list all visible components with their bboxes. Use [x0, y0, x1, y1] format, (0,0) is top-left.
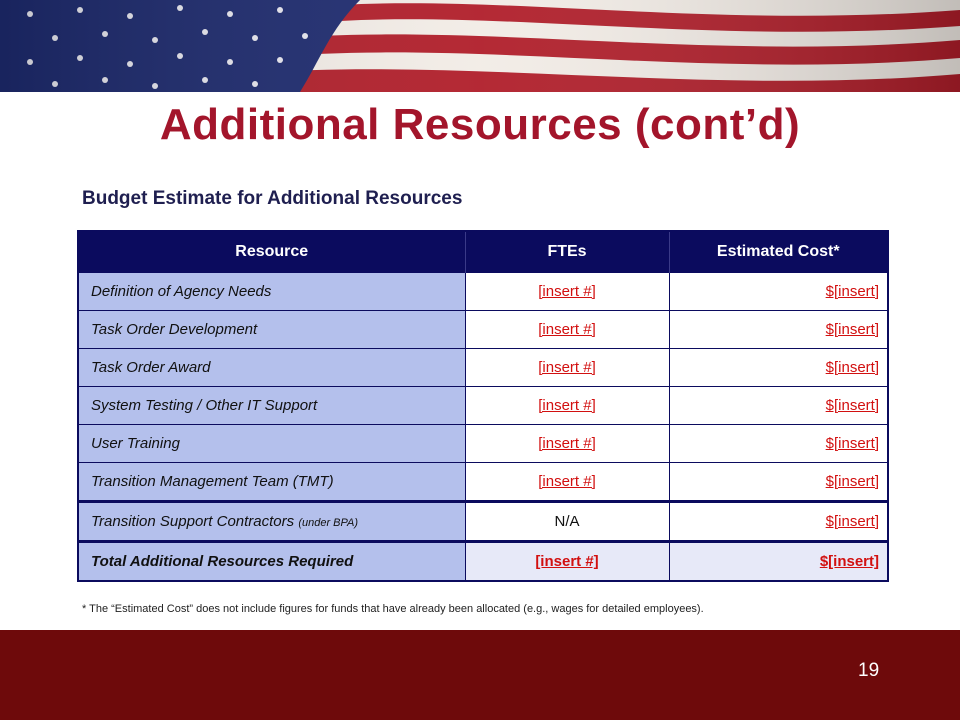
footnote: * The “Estimated Cost” does not include figures for funds that have already been allocated (e.g., wages for detailed employees).	[82, 603, 704, 615]
budget-table	[77, 230, 889, 582]
ftes-link[interactable]: [insert #]	[538, 283, 596, 300]
header-resource: Resource	[78, 231, 465, 273]
table-row	[78, 349, 888, 387]
cost-link[interactable]: $[insert]	[825, 397, 879, 414]
resource-cell: Transition Management Team (TMT)	[78, 463, 465, 502]
cost-link[interactable]: $[insert]	[825, 359, 879, 376]
ftes-link[interactable]: [insert #]	[538, 435, 596, 452]
table-row	[78, 273, 888, 311]
table-row	[78, 311, 888, 349]
cost-link[interactable]: $[insert]	[825, 435, 879, 452]
ftes-link[interactable]: [insert #]	[538, 321, 596, 338]
table-row	[78, 425, 888, 463]
ftes-link[interactable]: [insert #]	[538, 397, 596, 414]
total-row	[78, 542, 888, 582]
footer-bar	[0, 630, 960, 720]
table-row	[78, 387, 888, 425]
ftes-link[interactable]: [insert #]	[538, 359, 596, 376]
american-flag-image	[0, 0, 960, 92]
table-header-row	[78, 231, 888, 273]
resource-cell: User Training	[78, 425, 465, 463]
cost-link[interactable]: $[insert]	[825, 473, 879, 490]
resource-cell: Task Order Award	[78, 349, 465, 387]
resource-cell	[78, 502, 465, 542]
total-label: Total Additional Resources Required	[78, 542, 465, 582]
resource-cell: Task Order Development	[78, 311, 465, 349]
header-ftes: FTEs	[465, 231, 669, 273]
total-cost-link[interactable]: $[insert]	[819, 553, 879, 570]
cost-link[interactable]: $[insert]	[825, 321, 879, 338]
table-subtitle: Budget Estimate for Additional Resources	[82, 188, 463, 209]
table-row	[78, 502, 888, 542]
cost-link[interactable]: $[insert]	[825, 513, 879, 530]
ftes-value: N/A	[554, 513, 580, 530]
page-number: 19	[858, 660, 880, 681]
resource-cell: System Testing / Other IT Support	[78, 387, 465, 425]
ftes-link[interactable]: [insert #]	[538, 473, 596, 490]
resource-cell: Definition of Agency Needs	[78, 273, 465, 311]
header-estimated-cost: Estimated Cost*	[669, 231, 888, 273]
resource-note: (under BPA)	[298, 517, 359, 529]
flag-banner	[0, 0, 960, 92]
resource-label: Transition Support Contractors	[91, 513, 295, 530]
slide-title: Additional Resources (cont’d)	[159, 100, 801, 149]
table-row	[78, 463, 888, 502]
total-ftes-link[interactable]: [insert #]	[535, 553, 599, 570]
cost-link[interactable]: $[insert]	[825, 283, 879, 300]
